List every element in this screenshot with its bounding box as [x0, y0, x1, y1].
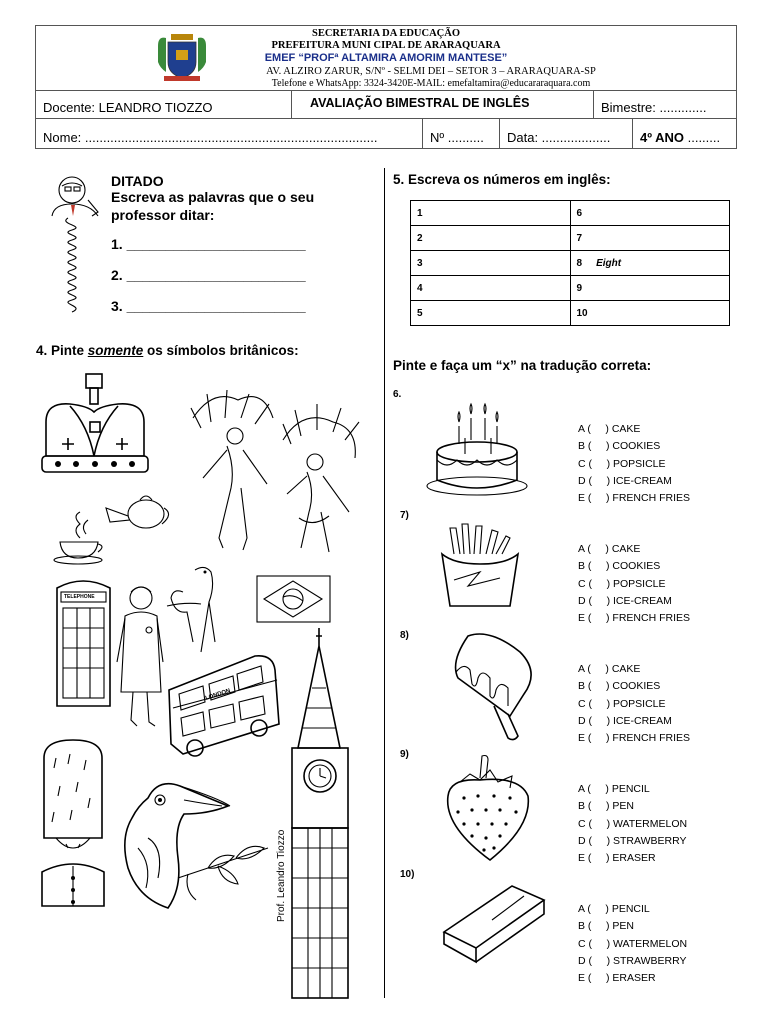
option-d[interactable]: D ( ) ICE-CREAM	[578, 594, 672, 607]
option-e[interactable]: E ( ) ERASER	[578, 972, 656, 985]
parrots-icon[interactable]	[165, 562, 225, 662]
author-signature: Prof. Leandro Tiozzo	[276, 829, 287, 922]
teacher-field: Docente: LEANDRO TIOZZO	[43, 100, 213, 115]
option-c[interactable]: C ( ) WATERMELON	[578, 817, 688, 830]
table-cell[interactable]	[570, 301, 730, 326]
option-e[interactable]: E ( ) FRENCH FRIES	[578, 732, 691, 745]
carnival-dancers-icon[interactable]	[183, 388, 363, 563]
table-row	[411, 201, 730, 226]
option-d[interactable]: D ( ) STRAWBERRY	[578, 834, 687, 847]
exam-title: AVALIAÇÃO BIMESTRAL DE INGLÊS	[310, 96, 530, 110]
double-decker-bus-icon[interactable]	[163, 650, 283, 760]
school-contact: Telefone e WhatsApp: 3324-3420E-MAIL: emefaltamira@educararaquara.com	[271, 78, 591, 89]
dictation-instruction: Escreva as palavras que o seu professor ditar:	[111, 189, 315, 223]
option-e[interactable]: E ( ) ERASER	[578, 852, 656, 865]
option-c[interactable]: C ( ) POPSICLE	[578, 697, 666, 710]
numbers-table	[410, 200, 730, 326]
question-number: 7)	[400, 510, 409, 521]
option-b[interactable]: B ( ) PEN	[578, 800, 635, 813]
dictation-line-2[interactable]: 2. _______________________	[111, 267, 306, 283]
option-a[interactable]: A ( ) PENCIL	[578, 903, 650, 916]
table-cell[interactable]: 1	[411, 201, 571, 226]
option-b[interactable]: B ( ) COOKIES	[578, 560, 661, 573]
header-box	[35, 25, 737, 149]
q5-title: 5. Escreva os números em inglês:	[393, 172, 611, 187]
bimester-field[interactable]: Bimestre: .............	[601, 100, 707, 115]
popsicle-icon	[450, 632, 535, 742]
table-cell[interactable]	[570, 226, 730, 251]
dictation-title: DITADO	[111, 173, 164, 189]
table-row	[411, 301, 730, 326]
option-b[interactable]: B ( ) PEN	[578, 920, 635, 933]
number-field[interactable]: Nº ..........	[430, 130, 484, 145]
crown-icon[interactable]	[40, 372, 150, 476]
question-number: 10)	[400, 869, 415, 880]
header-line-secretaria: SECRETARIA DA EDUCAÇÃO	[312, 28, 460, 39]
option-a[interactable]: A ( ) PENCIL	[578, 783, 650, 796]
option-a[interactable]: A ( ) CAKE	[578, 663, 641, 676]
option-a[interactable]: A ( ) CAKE	[578, 423, 641, 436]
strawberry-icon	[440, 756, 535, 862]
big-ben-icon[interactable]	[286, 628, 354, 1000]
dictation-line-3[interactable]: 3. _______________________	[111, 298, 306, 314]
translate-title: Pinte e faça um “x” na tradução correta:	[393, 358, 652, 373]
number-label: 6	[576, 207, 583, 219]
name-field[interactable]: Nome: .................................................................................	[43, 130, 378, 145]
option-c[interactable]: C ( ) POPSICLE	[578, 577, 666, 590]
brazil-flag-icon[interactable]	[256, 575, 331, 623]
option-b[interactable]: B ( ) COOKIES	[578, 440, 661, 453]
question-number: 8)	[400, 630, 409, 641]
option-d[interactable]: D ( ) STRAWBERRY	[578, 954, 687, 967]
option-a[interactable]: A ( ) CAKE	[578, 543, 641, 556]
english-word: Eight	[596, 257, 622, 269]
queen-icon[interactable]	[115, 582, 165, 732]
option-d[interactable]: D ( ) ICE-CREAM	[578, 714, 672, 727]
table-cell[interactable]	[570, 251, 730, 276]
q4-title	[36, 343, 299, 358]
q4-prefix: 4. Pinte	[36, 343, 88, 358]
toucan-icon[interactable]	[118, 778, 278, 918]
column-divider	[384, 168, 385, 998]
school-address: AV. ALZIRO ZARUR, S/Nº - SELMI DEI – SETOR 3 – ARARAQUARA-SP	[266, 66, 596, 77]
school-name: EMEF “PROFª ALTAMIRA AMORIM MANTESE”	[264, 52, 508, 64]
booth-sign: TELEPHONE	[64, 594, 95, 600]
options-q9	[578, 764, 687, 884]
telephone-person-icon	[48, 172, 104, 322]
options-q6	[578, 404, 690, 524]
table-row	[411, 276, 730, 301]
number-label: 9	[576, 282, 583, 294]
royal-guard-icon[interactable]	[40, 738, 106, 908]
option-e[interactable]: E ( ) FRENCH FRIES	[578, 612, 691, 625]
number-label: 8	[576, 257, 583, 269]
dictation-line-1[interactable]: 1. _______________________	[111, 236, 306, 252]
option-c[interactable]: C ( ) POPSICLE	[578, 457, 666, 470]
options-q10	[578, 884, 687, 1004]
table-cell[interactable]: 4	[411, 276, 571, 301]
table-row	[411, 226, 730, 251]
question-number: 6.	[393, 389, 402, 400]
q4-suffix: os símbolos britânicos:	[143, 343, 299, 358]
table-cell[interactable]: 5	[411, 301, 571, 326]
header-line-prefeitura: PREFEITURA MUNI CIPAL DE ARARAQUARA	[271, 40, 501, 51]
option-c[interactable]: C ( ) WATERMELON	[578, 937, 688, 950]
teapot-and-cup-icon[interactable]	[50, 486, 170, 566]
option-d[interactable]: D ( ) ICE-CREAM	[578, 474, 672, 487]
grade-field	[640, 130, 720, 145]
q4-emphasis: somente	[87, 343, 144, 358]
table-cell[interactable]	[570, 201, 730, 226]
options-q8	[578, 644, 690, 764]
option-e[interactable]: E ( ) FRENCH FRIES	[578, 492, 691, 505]
table-cell[interactable]	[570, 276, 730, 301]
date-field[interactable]: Data: ...................	[507, 130, 611, 145]
bus-sign: LONDON	[204, 688, 232, 702]
table-row	[411, 251, 730, 276]
grade-dots: .........	[684, 130, 721, 145]
eraser-icon	[440, 882, 550, 966]
options-q7	[578, 524, 690, 644]
french-fries-icon	[440, 524, 520, 609]
cake-icon	[425, 404, 530, 496]
question-number: 9)	[400, 749, 409, 760]
number-label: 10	[576, 307, 588, 319]
option-b[interactable]: B ( ) COOKIES	[578, 680, 661, 693]
table-cell[interactable]: 2	[411, 226, 571, 251]
grade-label: 4º ANO	[640, 130, 684, 145]
table-cell[interactable]: 3	[411, 251, 571, 276]
number-label: 7	[576, 232, 583, 244]
